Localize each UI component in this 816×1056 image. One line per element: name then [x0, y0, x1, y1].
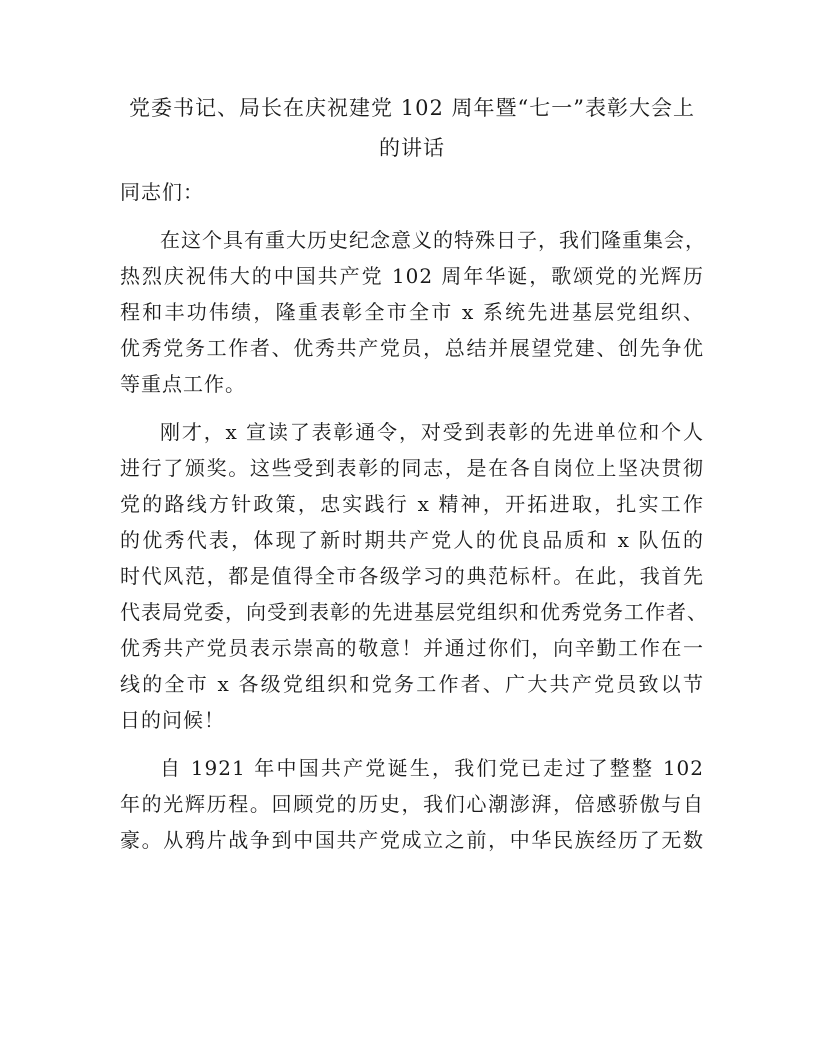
- paragraph-1: [120, 222, 704, 402]
- paragraph-line: 进行了颁奖。这些受到表彰的同志，是在各自岗位上坚决贯彻: [120, 456, 704, 480]
- paragraph-line: 在这个具有重大历史纪念意义的特殊日子，我们隆重集会，: [160, 228, 706, 252]
- paragraph-line: 程和丰功伟绩，隆重表彰全市全市 x 系统先进基层党组织、: [120, 300, 704, 324]
- paragraph-3: [120, 750, 704, 858]
- paragraph-line: 优秀共产党员表示崇高的敬意！并通过你们，向辛勤工作在一: [120, 636, 704, 660]
- paragraph-line: 热烈庆祝伟大的中国共产党 102 周年华诞，歌颂党的光辉历: [120, 264, 704, 288]
- paragraph-line: 刚才，x 宣读了表彰通令，对受到表彰的先进单位和个人: [160, 420, 704, 444]
- title-line-2: 的讲话: [379, 136, 445, 160]
- paragraph-line: 党的路线方针政策，忠实践行 x 精神，开拓进取，扎实工作: [120, 492, 704, 516]
- paragraph-line: 时代风范，都是值得全市各级学习的典范标杆。在此，我首先: [120, 564, 704, 588]
- document-title: [120, 88, 704, 168]
- paragraph-line: 优秀党务工作者、优秀共产党员，总结并展望党建、创先争优: [120, 336, 704, 360]
- paragraph-line: 线的全市 x 各级党组织和党务工作者、广大共产党员致以节: [120, 672, 704, 696]
- paragraph-line: 自 1921 年中国共产党诞生，我们党已走过了整整 102: [160, 756, 704, 780]
- paragraph-line: 年的光辉历程。回顾党的历史，我们心潮澎湃，倍感骄傲与自: [120, 792, 704, 816]
- paragraph-2: [120, 414, 708, 738]
- document-page: [120, 88, 708, 858]
- salutation: 同志们：: [120, 180, 204, 204]
- paragraph-line: 的优秀代表，体现了新时期共产党人的优良品质和 x 队伍的: [120, 528, 704, 552]
- paragraph-line: 代表局党委，向受到表彰的先进基层党组织和优秀党务工作者、: [120, 600, 708, 624]
- paragraph-line: 豪。从鸦片战争到中国共产党成立之前，中华民族经历了无数: [120, 828, 704, 852]
- title-line-1: 党委书记、局长在庆祝建党 102 周年暨“七一”表彰大会上: [129, 96, 695, 120]
- paragraph-line: 等重点工作。: [120, 372, 246, 396]
- paragraph-line: 日的问候！: [120, 708, 225, 732]
